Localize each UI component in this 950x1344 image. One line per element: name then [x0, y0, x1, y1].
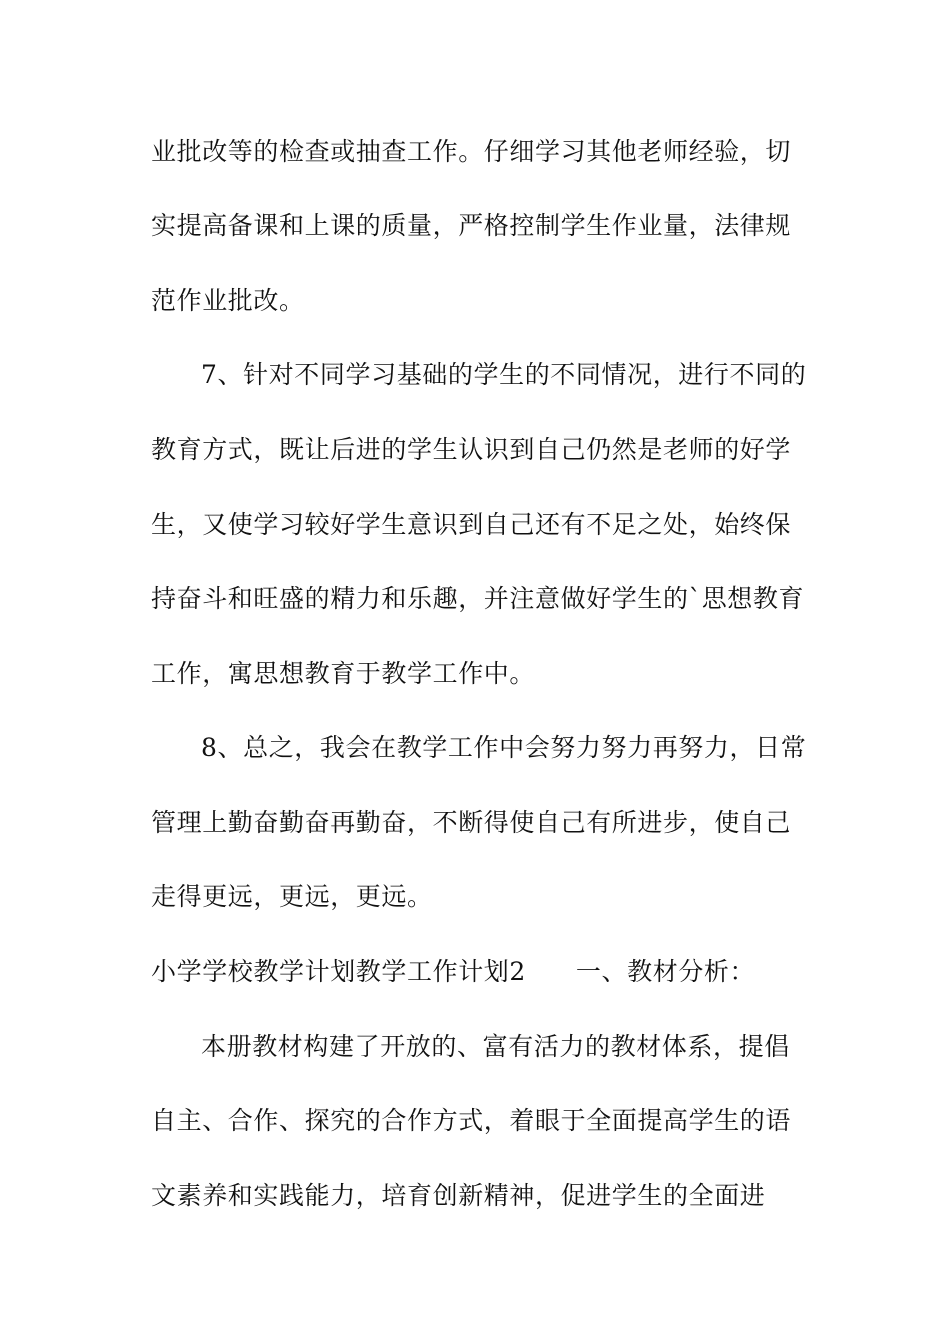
text-line: 持奋斗和旺盛的精力和乐趣，并注意做好学生的`思想教育: [151, 584, 805, 613]
paragraph-first-line: 本册教材构建了开放的、富有活力的教材体系，提倡: [201, 1032, 790, 1061]
heading-title: 小学学校教学计划教学工作计划2: [151, 957, 526, 986]
text-line: 实提高备课和上课的质量，严格控制学生作业量，法律规: [151, 211, 792, 240]
section-heading: [151, 956, 811, 988]
text-line: 管理上勤奋勤奋再勤奋，不断得使自己有所进步，使自己: [151, 808, 792, 837]
text-line: 生，又使学习较好学生意识到自己还有不足之处，始终保: [151, 510, 792, 539]
text-line: 范作业批改。: [151, 286, 305, 315]
text-line: 教育方式，既让后进的学生认识到自己仍然是老师的好学: [151, 435, 792, 464]
paragraph-first-line: 7、针对不同学习基础的学生的不同情况，进行不同的: [201, 360, 807, 389]
heading-section: 一、教材分析：: [575, 957, 756, 986]
text-line: 工作，寓思想教育于教学工作中。: [151, 659, 536, 688]
text-line: 走得更远，更远，更远。: [151, 882, 433, 911]
text-line: 文素养和实践能力，培育创新精神，促进学生的全面进: [151, 1181, 766, 1210]
text-line: 自主、合作、探究的合作方式，着眼于全面提高学生的语: [151, 1106, 792, 1135]
text-line: 业批改等的检查或抽查工作。仔细学习其他老师经验，切: [151, 137, 792, 166]
paragraph-first-line: 8、总之，我会在教学工作中会努力努力再努力，日常: [201, 733, 807, 762]
